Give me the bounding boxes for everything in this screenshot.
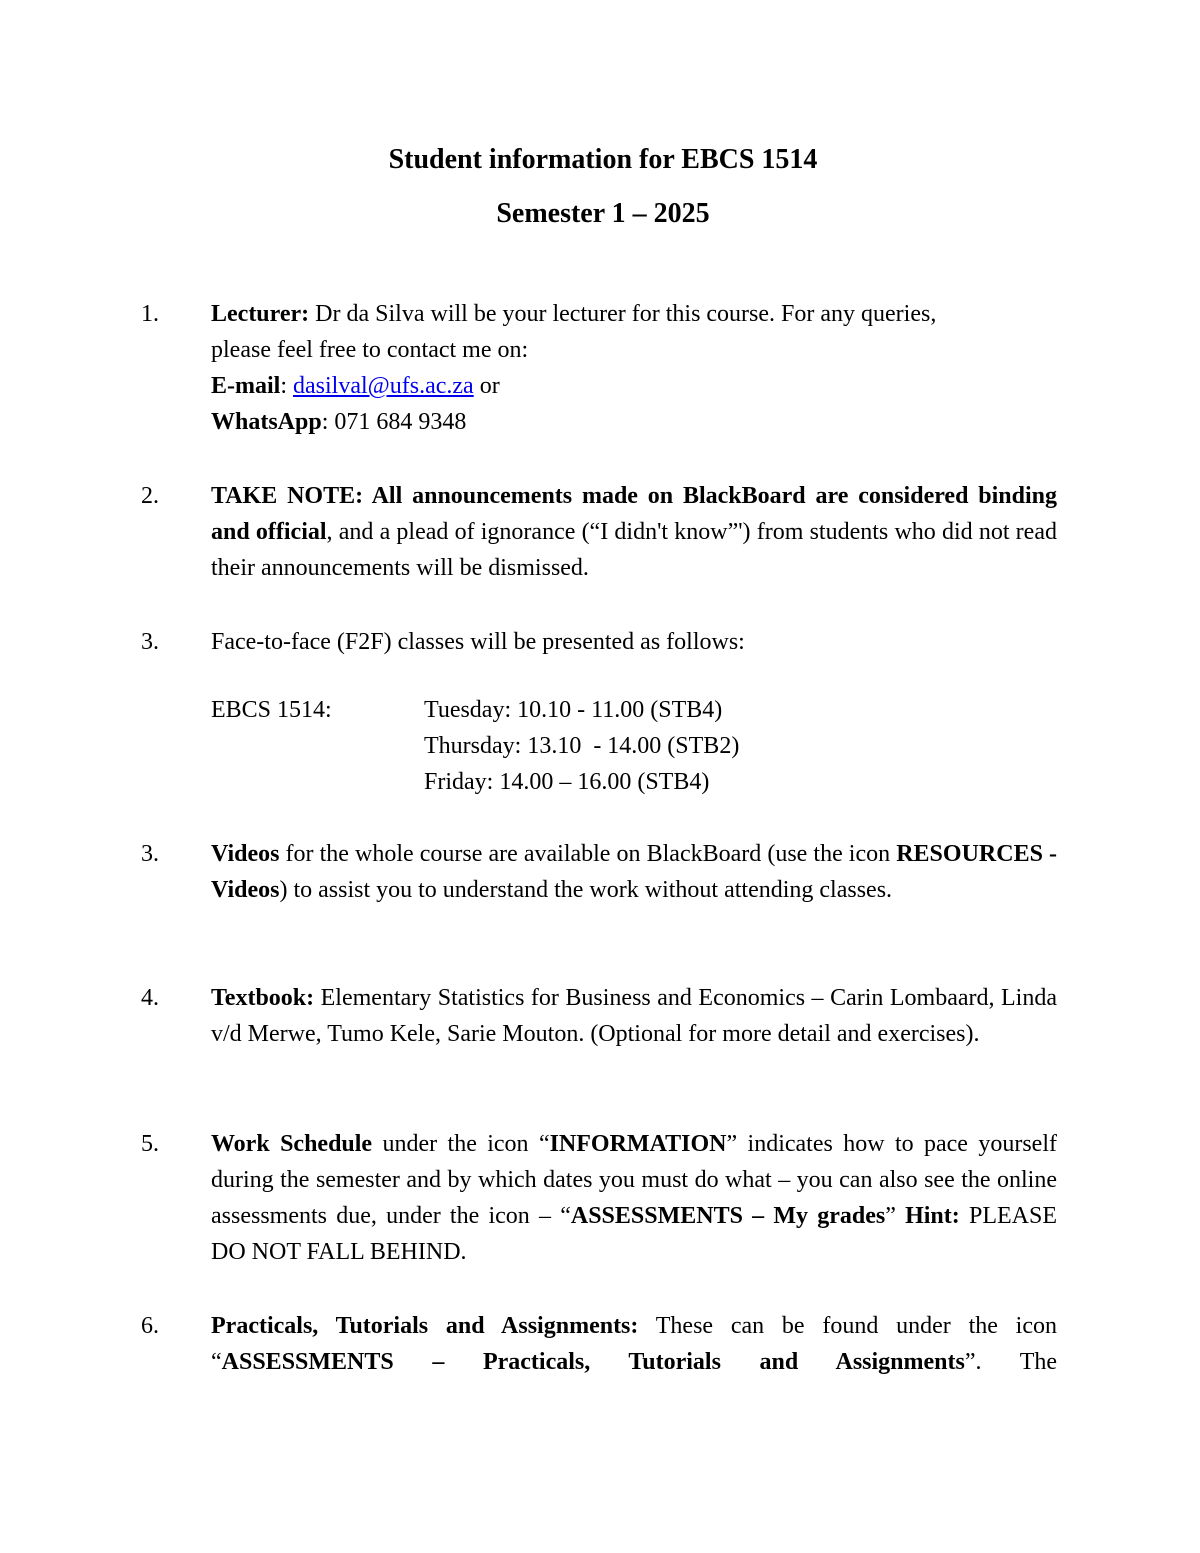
- take-note-bold: TAKE NOTE: All announcements made on BlackBoard are considered binding and official: [211, 483, 1057, 545]
- class-schedule: [211, 692, 1057, 800]
- practicals-text-2: ”. The: [964, 1349, 1058, 1375]
- email-link[interactable]: dasilval@ufs.ac.za: [293, 373, 474, 399]
- page-subtitle: Semester 1 – 2025: [496, 198, 710, 229]
- schedule-course-label: EBCS 1514:: [211, 697, 332, 723]
- item-number: 4.: [141, 985, 159, 1011]
- schedule-entry: Friday: 14.00 – 16.00 (STB4): [424, 769, 710, 795]
- item-body: [211, 296, 1057, 440]
- lecturer-label: Lecturer:: [211, 301, 310, 327]
- item-body: [211, 980, 1057, 1052]
- work-schedule-text: under the icon “: [372, 1131, 550, 1157]
- whatsapp-label: WhatsApp: [211, 409, 322, 435]
- item-number: 3.: [141, 629, 159, 655]
- practicals-bold: Practicals, Tutorials and Assignments:: [211, 1313, 639, 1339]
- item-body: [211, 624, 1057, 660]
- work-schedule-text-3: ”: [885, 1203, 906, 1229]
- item-number: 3.: [141, 841, 159, 867]
- email-label: E-mail: [211, 373, 281, 399]
- hint-bold: Hint:: [905, 1203, 960, 1229]
- item-body: [211, 478, 1057, 586]
- hint-text: PLEASE DO NOT FALL BEHIND.: [211, 1203, 1057, 1265]
- item-body: [211, 1308, 1057, 1380]
- take-note-text: , and a plead of ignorance (“I didn't know”') from students who did not read their announcements will be dismissed.: [211, 519, 1057, 581]
- item-number: 5.: [141, 1131, 159, 1157]
- item-number: 2.: [141, 483, 159, 509]
- lecturer-text: Dr da Silva will be your lecturer for this course. For any queries,: [309, 301, 937, 327]
- practicals-text: These can be found under the icon “: [211, 1313, 1058, 1375]
- textbook-text: Elementary Statistics for Business and Economics – Carin Lombaard, Linda v/d Merwe, Tumo Kele, Sarie Mouton. (Optional for more detail and exercises).: [211, 985, 1057, 1047]
- item-number: 6.: [141, 1313, 159, 1339]
- lecturer-text-2: please feel free to contact me on:: [211, 337, 529, 363]
- videos-text-2: ) to assist you to understand the work without attending classes.: [279, 877, 893, 903]
- assessments-grades-bold: ASSESSMENTS – My grades: [570, 1203, 886, 1229]
- f2f-text: Face-to-face (F2F) classes will be presented as follows:: [211, 629, 745, 655]
- email-colon: :: [280, 373, 293, 399]
- item-body: [211, 1126, 1057, 1270]
- information-bold: INFORMATION: [549, 1131, 727, 1157]
- assessments-practicals-bold: ASSESSMENTS – Practicals, Tutorials and Assignments: [221, 1349, 965, 1375]
- page-title: Student information for EBCS 1514: [388, 144, 818, 175]
- resources-videos-bold: RESOURCES - Videos: [211, 841, 1058, 903]
- schedule-entry: Tuesday: 10.10 - 11.00 (STB4): [424, 697, 723, 723]
- videos-text: for the whole course are available on BlackBoard (use the icon: [279, 841, 897, 867]
- work-schedule-bold: Work Schedule: [211, 1131, 373, 1157]
- videos-bold: Videos: [211, 841, 280, 867]
- item-number: 1.: [141, 301, 159, 327]
- whatsapp-value: : 071 684 9348: [321, 409, 467, 435]
- textbook-label: Textbook:: [211, 985, 315, 1011]
- work-schedule-text-2: ” indicates how to pace yourself during the semester and by which dates you must do what – you can also see the online assessments due, under the icon – “: [211, 1131, 1057, 1229]
- email-or: or: [473, 373, 500, 399]
- schedule-entry: Thursday: 13.10 - 14.00 (STB2): [424, 733, 740, 759]
- item-body: [211, 836, 1057, 908]
